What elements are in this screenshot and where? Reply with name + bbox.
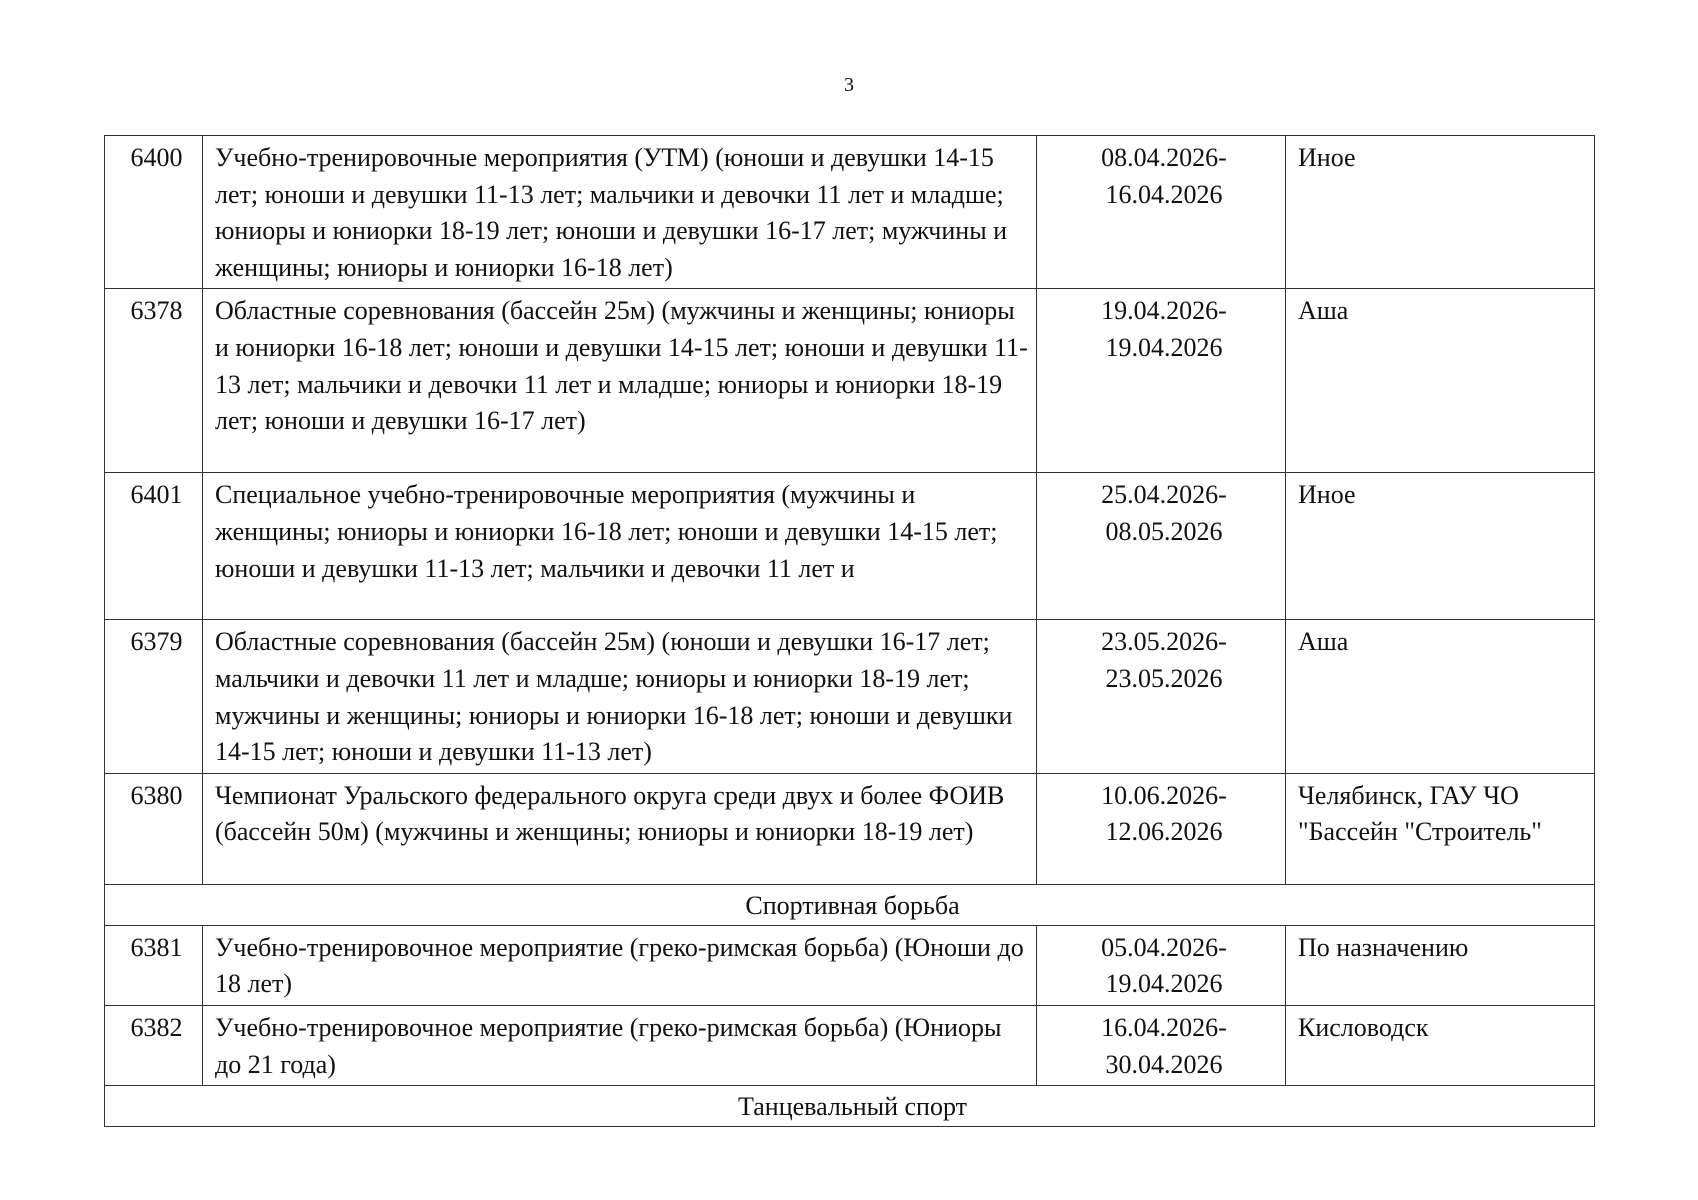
event-id: 6400 xyxy=(105,136,203,289)
page-number: 3 xyxy=(844,74,854,96)
event-name: Учебно-тренировочное мероприятие (греко-римская борьба) (Юноши до 18 лет) xyxy=(203,925,1037,1005)
date-to: 12.06.2026 xyxy=(1105,817,1223,847)
section-row xyxy=(105,884,1595,925)
event-dates xyxy=(1037,473,1286,620)
event-place: Иное xyxy=(1286,473,1595,620)
date-from: 23.05.2026- xyxy=(1101,627,1227,657)
table-row xyxy=(105,473,1595,620)
date-to: 23.05.2026 xyxy=(1105,663,1223,693)
event-place: Аша xyxy=(1286,289,1595,473)
table-row xyxy=(105,773,1595,884)
date-to: 19.04.2026 xyxy=(1105,332,1223,362)
date-from: 25.04.2026- xyxy=(1101,480,1227,510)
event-id: 6379 xyxy=(105,620,203,773)
event-id: 6382 xyxy=(105,1005,203,1085)
event-id: 6381 xyxy=(105,925,203,1005)
event-place: Аша xyxy=(1286,620,1595,773)
section-row xyxy=(105,1086,1595,1127)
date-from: 08.04.2026- xyxy=(1101,143,1227,172)
event-dates xyxy=(1037,136,1286,289)
date-from: 10.06.2026- xyxy=(1101,780,1227,810)
event-name: Чемпионат Уральского федерального округа среди двух и более ФОИВ (бассейн 50м) (мужчины и женщины; юниоры и юниорки 18-19 лет) xyxy=(203,773,1037,884)
event-dates xyxy=(1037,925,1286,1005)
event-name: Специальное учебно-тренировочные мероприятия (мужчины и женщины; юниоры и юниорки 16-18 лет; юноши и девушки 14-15 лет; юноши и девушки 11-13 лет; мальчики и девочки 11 лет и xyxy=(203,473,1037,620)
event-id: 6380 xyxy=(105,773,203,884)
events-table xyxy=(104,135,1595,1127)
section-title: Танцевальный спорт xyxy=(105,1086,1595,1127)
date-to: 16.04.2026 xyxy=(1105,179,1223,209)
event-place: По назначению xyxy=(1286,925,1595,1005)
table-row xyxy=(105,136,1595,289)
table-row xyxy=(105,925,1595,1005)
date-to: 19.04.2026 xyxy=(1105,969,1223,999)
event-place: Иное xyxy=(1286,136,1595,289)
date-from: 05.04.2026- xyxy=(1101,932,1227,962)
event-name: Областные соревнования (бассейн 25м) (мужчины и женщины; юниоры и юниорки 16-18 лет; юноши и девушки 14-15 лет; юноши и девушки 11-13 лет; мальчики и девочки 11 лет и младше; юниоры и юниорки 18-19 лет; юноши и девушки 16-17 лет) xyxy=(203,289,1037,473)
event-dates xyxy=(1037,773,1286,884)
section-title: Спортивная борьба xyxy=(105,884,1595,925)
date-to: 08.05.2026 xyxy=(1105,516,1223,546)
event-place: Кисловодск xyxy=(1286,1005,1595,1085)
date-to: 30.04.2026 xyxy=(1105,1049,1223,1079)
event-name: Учебно-тренировочное мероприятие (греко-римская борьба) (Юниоры до 21 года) xyxy=(203,1005,1037,1085)
table-row xyxy=(105,1005,1595,1085)
event-dates xyxy=(1037,289,1286,473)
table-row xyxy=(105,289,1595,473)
table-row xyxy=(105,620,1595,773)
event-id: 6378 xyxy=(105,289,203,473)
event-dates xyxy=(1037,1005,1286,1085)
date-from: 19.04.2026- xyxy=(1101,296,1227,326)
event-place: Челябинск, ГАУ ЧО "Бассейн "Строитель" xyxy=(1286,773,1595,884)
event-name: Областные соревнования (бассейн 25м) (юноши и девушки 16-17 лет; мальчики и девочки 11 лет и младше; юниоры и юниорки 18-19 лет; мужчины и женщины; юниоры и юниорки 16-18 лет; юноши и девушки 14-15 лет; юноши и девушки 11-13 лет) xyxy=(203,620,1037,773)
event-name: Учебно-тренировочные мероприятия (УТМ) (юноши и девушки 14-15 лет; юноши и девушки 11-13 лет; мальчики и девочки 11 лет и младше; юниоры и юниорки 18-19 лет; юноши и девушки 16-17 лет; мужчины и женщины; юниоры и юниорки 16-18 лет) xyxy=(203,136,1037,289)
event-id: 6401 xyxy=(105,473,203,620)
date-from: 16.04.2026- xyxy=(1101,1012,1227,1042)
event-dates xyxy=(1037,620,1286,773)
